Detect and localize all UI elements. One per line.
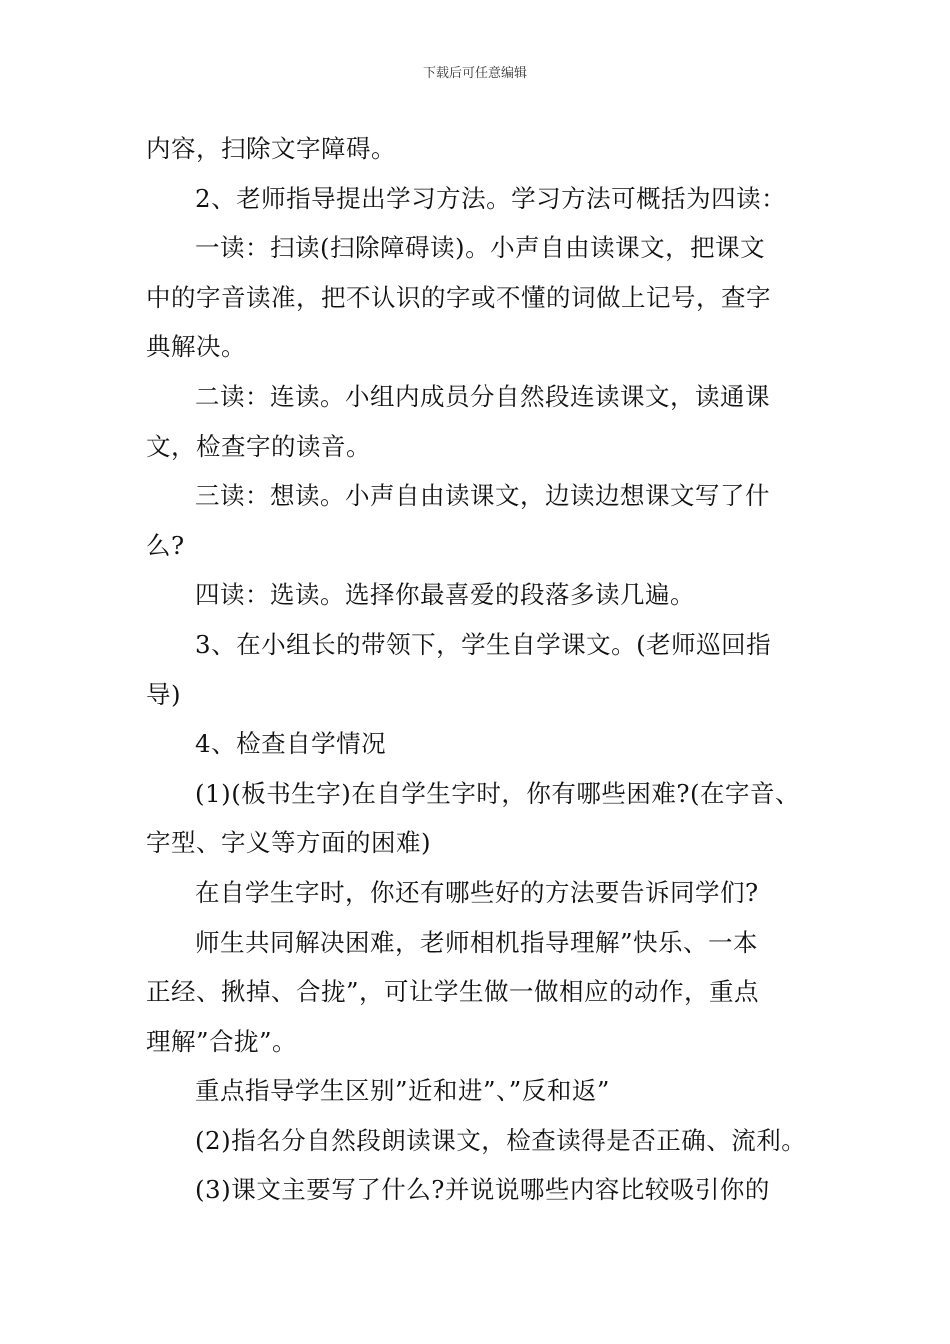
- text-line: 3、在小组长的带领下，学生自学课文。(老师巡回指: [195, 629, 772, 659]
- text-line: 典解决。: [146, 332, 246, 362]
- text-line: 四读：选读。选择你最喜爱的段落多读几遍。: [195, 580, 695, 610]
- text-line: 理解”合拢”。: [146, 1026, 298, 1056]
- text-line: 一读：扫读(扫除障碍读)。小声自由读课文，把课文: [195, 233, 766, 263]
- text-line: 在自学生字时，你还有哪些好的方法要告诉同学们?: [195, 877, 759, 907]
- text-line: (2)指名分自然段朗读课文，检查读得是否正确、流利。: [195, 1125, 807, 1155]
- document-body: [146, 124, 818, 1215]
- text-line: 二读：连读。小组内成员分自然段连读课文，读通课: [195, 381, 770, 411]
- text-line: 内容，扫除文字障碍。: [146, 134, 396, 163]
- page-header: 下载后可任意编辑: [422, 66, 527, 81]
- text-line: 重点指导学生区别”近和进”、”反和返”: [195, 1076, 610, 1106]
- text-line: 4、检查自学情况: [195, 729, 387, 759]
- text-line: 么?: [146, 530, 185, 560]
- text-line: (1)(板书生字)在自学生字时，你有哪些困难?(在字音、: [195, 778, 801, 808]
- text-line: 中的字音读准，把不认识的字或不懂的词做上记号，查字: [146, 282, 771, 312]
- text-line: 文，检查字的读音。: [146, 431, 371, 461]
- text-line: 字型、字义等方面的困难): [146, 828, 432, 858]
- text-line: 三读：想读。小声自由读课文，边读边想课文写了什: [195, 481, 770, 511]
- text-line: 师生共同解决困难，老师相机指导理解”快乐、一本: [195, 927, 759, 957]
- text-line: 正经、揪掉、合拢”，可让学生做一做相应的动作，重点: [146, 977, 760, 1007]
- text-line: (3)课文主要写了什么?并说说哪些内容比较吸引你的: [195, 1175, 770, 1205]
- text-line: 导): [146, 679, 182, 709]
- text-line: 2、老师指导提出学习方法。学习方法可概括为四读：: [195, 183, 787, 213]
